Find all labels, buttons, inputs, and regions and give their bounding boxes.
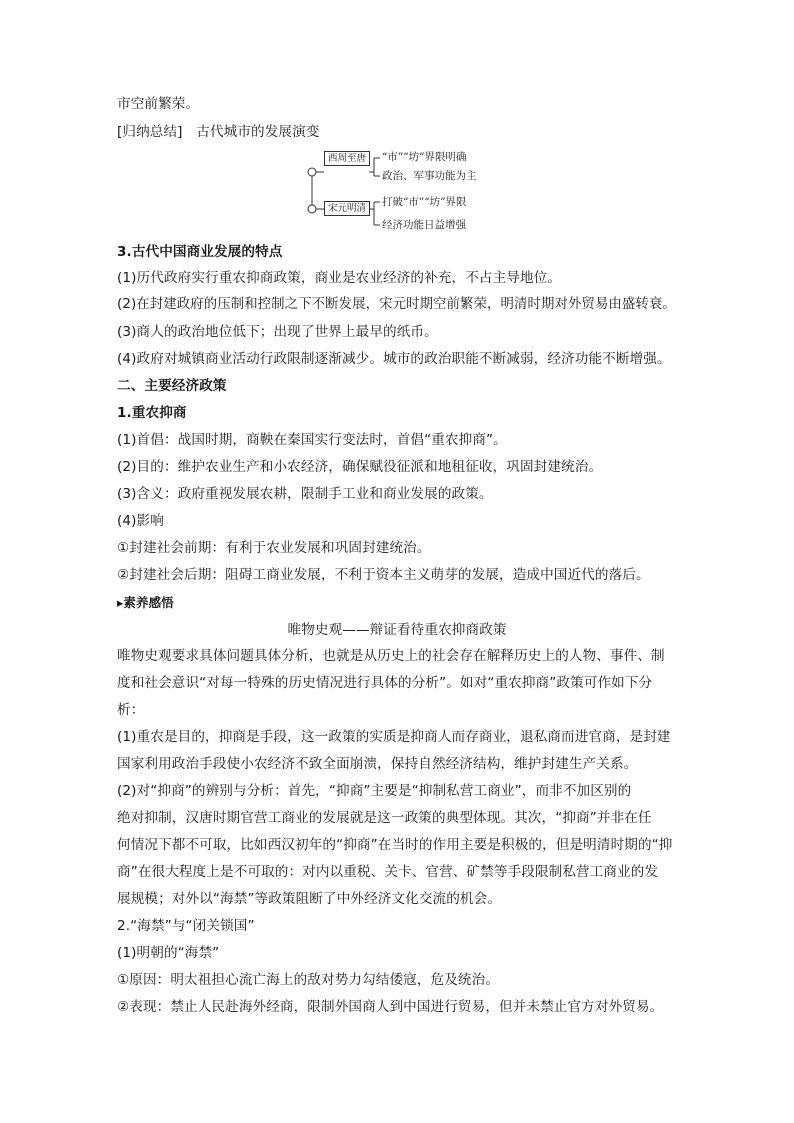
- period-early-feature-2: 政治、军事功能为主: [382, 170, 477, 182]
- section-heading: 二、主要经济政策: [117, 378, 227, 394]
- section-heading: 3.古代中国商业发展的特点: [117, 244, 283, 260]
- text-line: (1)明朝的“海禁”: [117, 945, 220, 961]
- text-line: 绝对抑制，汉唐时期官营工商业的发展就是这一政策的典型体现。其次，“抑商”并非在任: [117, 810, 652, 826]
- text-line: 2.“海禁”与“闭关锁国”: [117, 918, 255, 934]
- text-line: ②封建社会后期：阻碍工商业发展，不利于资本主义萌芽的发展，造成中国近代的落后。: [117, 567, 650, 583]
- text-line: (3)含义：政府重视发展农耕，限制手工业和商业发展的政策。: [117, 486, 493, 502]
- text-line: 国家利用政治手段使小农经济不致全面崩溃，保持自然经济结构，维护封建生产关系。: [117, 756, 638, 772]
- text-line: (2)在封建政府的压制和控制之下不断发展，宋元时期空前繁荣，明清时期对外贸易由盛转衰。: [117, 297, 676, 312]
- text-line: (2)目的：维护农业生产和小农经济，确保赋役征派和地租征收，巩固封建统治。: [117, 459, 603, 475]
- insight-heading: ▸素养感悟: [117, 595, 174, 610]
- city-evolution-diagram: [300, 146, 500, 236]
- section-heading: 1.重农抑商: [117, 405, 187, 421]
- text-line: ②表现：禁止人民赴海外经商，限制外国商人到中国进行贸易，但并未禁止官方对外贸易。: [117, 999, 664, 1015]
- text-line: ①原因：明太祖担心流亡海上的敌对势力勾结倭寇，危及统治。: [117, 972, 500, 988]
- text-line: 商”在很大程度上是不可取的：对内以重税、关卡、官营、矿禁等手段限制私营工商业的发: [117, 864, 659, 880]
- period-late-feature-1: 打破“市”“坊”界限: [382, 196, 467, 208]
- text-line: 度和社会意识“对每一特殊的历史情况进行具体的分析”。如对“重农抑商”政策可作如下分: [117, 675, 653, 691]
- period-box-early: 西周至唐: [324, 151, 370, 166]
- text-line: (4)政府对城镇商业活动行政限制逐渐减少。城市的政治职能不断减弱，经济功能不断增强。: [117, 351, 671, 367]
- period-late-feature-2: 经济功能日益增强: [382, 219, 466, 231]
- text-line: 何情况下都不可取，比如西汉初年的“抑商”在当时的作用主要是积极的，但是明清时期的“抑: [117, 837, 673, 853]
- text-line: ①封建社会前期：有利于农业发展和巩固封建统治。: [117, 540, 431, 556]
- text-line: (2)对“抑商”的辨别与分析：首先，“抑商”主要是“抑制私营工商业”，而非不加区别的: [117, 783, 632, 799]
- text-line: 唯物史观要求具体问题具体分析，也就是从历史上的社会存在解释历史上的人物、事件、制: [117, 648, 665, 664]
- text-line: 展规模；对外以“海禁”等政策阻断了中外经济文化交流的机会。: [117, 891, 502, 907]
- text-line: (1)历代政府实行重农抑商政策，商业是农业经济的补充，不占主导地位。: [117, 270, 562, 286]
- summary-heading: [归纳总结] 古代城市的发展演变: [117, 124, 320, 140]
- text-line: 析：: [117, 702, 145, 718]
- text-line: (1)重农是目的，抑商是手段，这一政策的实质是抑商人而存商业，退私商而进官商，是封建: [117, 729, 671, 745]
- text-line: (4)影响: [117, 513, 164, 529]
- period-box-late: 宋元明清: [324, 201, 370, 216]
- text-line: (1)首倡：战国时期，商鞅在秦国实行变法时，首倡“重农抑商”。: [117, 432, 507, 448]
- insight-title: 唯物史观——辩证看待重农抑商政策: [287, 622, 507, 638]
- period-early-feature-1: “市”“坊”界限明确: [382, 151, 467, 163]
- text-line: (3)商人的政治地位低下；出现了世界上最早的纸币。: [117, 324, 438, 340]
- text-line: 市空前繁荣。: [117, 96, 200, 112]
